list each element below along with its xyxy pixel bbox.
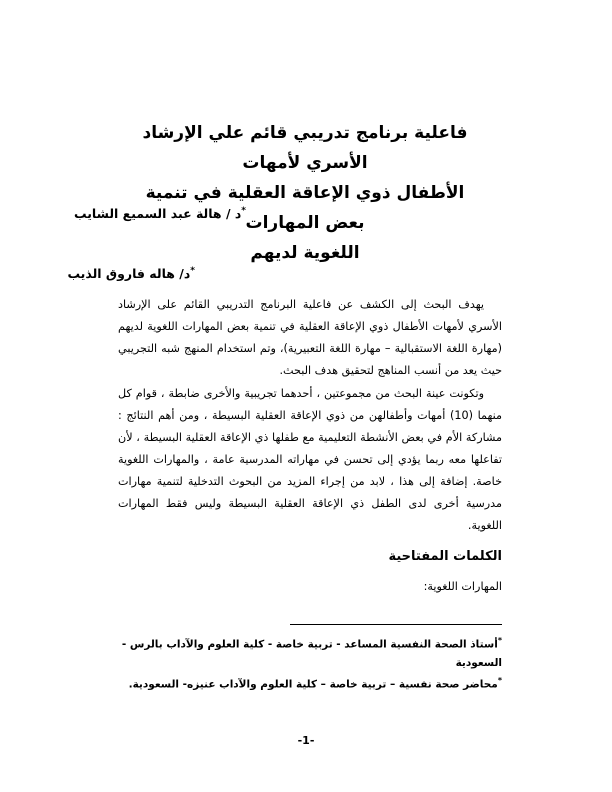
keywords-text: المهارات اللغوية: [423, 580, 502, 593]
paper-title [130, 118, 480, 268]
footnote-1 [102, 632, 502, 672]
keywords-heading: الكلمات المفتاحية [388, 549, 502, 564]
footnote-marker: * [497, 636, 502, 645]
author-name: د/ هاله فاروق الذيب [67, 266, 191, 282]
title-line: فاعلية برنامج تدريبي قائم علي الإرشاد الأسري لأمهات [142, 123, 468, 173]
author-footnote-marker: * [190, 266, 195, 276]
abstract-paragraph-1: يهدف البحث إلى الكشف عن فاعلية البرنامج التدريبي القائم على الإرشاد الأسري لأمهات الأطفال ذوي الإعاقة العقلية في تنمية بعض المهارات اللغوية لديهم (مهارة اللغة الاستقبالية – مهارة اللغة التعبيرية)، وتم استخدام المنهج شبه التجريبي حيث يعد من أنسب المناهج لتحقيق هدف البحث. [118, 298, 502, 377]
author-1 [74, 203, 246, 222]
footnote-text: أستاذ الصحة النفسية المساعد - تربية خاصة - كلية العلوم والآداب بالرس - السعودية [121, 638, 502, 669]
author-name: د / هالة عبد السميع الشايب [74, 206, 242, 222]
footnote-marker: * [497, 675, 502, 685]
author-2 [67, 263, 195, 282]
title-line: اللغوية لديهم [250, 243, 360, 263]
page-number: -1- [297, 734, 315, 747]
footnote-2 [102, 672, 502, 694]
abstract-paragraph-2: وتكونت عينة البحث من مجموعتين ، أحدهما تجريبية والأخرى ضابطة ، قوام كل منهما (10) أمهات وأطفالهن من ذوي الإعاقة العقلية البسيطة ، ومن أهم النتائج : مشاركة الأم في بعض الأنشطة التعليمية مع طفلها ذي الإعاقة العقلية البسيطة ، لأن تفاعلها معه ربما يؤدي إلى تحسن في مهاراته المدرسية عامة ، والمهارات اللغوية خاصة. إضافة إلى هذا ، لابد من إجراء المزيد من البحوث التدخلية لتنمية مهارات مدرسية أخرى لدى الطفل ذي الإعاقة العقلية البسيطة وليس فقط المهارات اللغوية. [118, 387, 502, 532]
footnote-text: محاضر صحة نفسية – تربية خاصة – كلية العلوم والآداب عنيزه- السعودية. [128, 678, 498, 690]
footnote-separator [290, 624, 502, 625]
footnotes [102, 632, 502, 693]
author-footnote-marker: * [241, 206, 246, 216]
title-line: الأطفال ذوي الإعاقة العقلية في تنمية بعض المهارات [145, 183, 465, 233]
